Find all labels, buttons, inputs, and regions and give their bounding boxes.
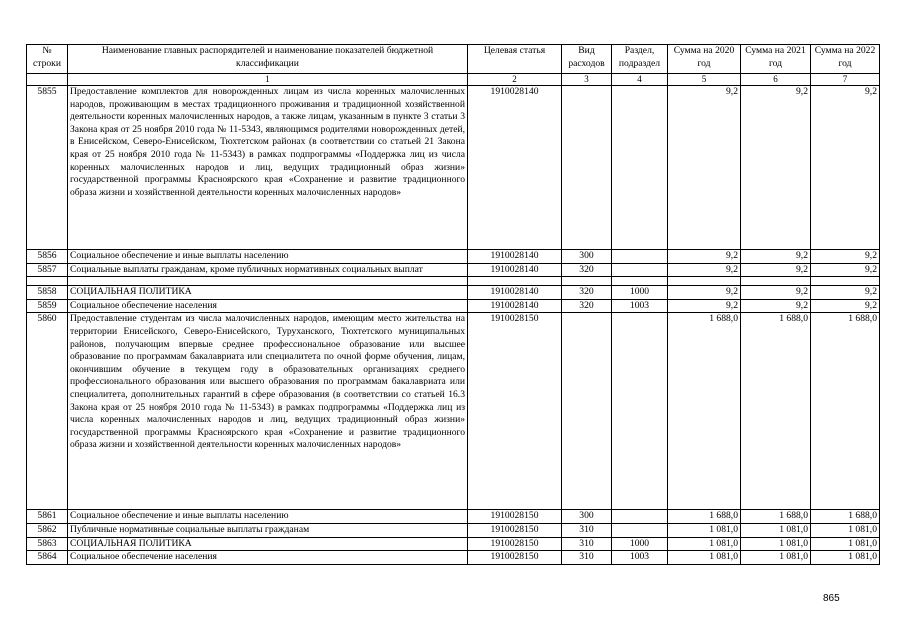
row-sum-2022: 1 081,0 <box>811 523 880 537</box>
header-sum-2022: Сумма на 2022 год <box>811 45 880 74</box>
row-sum-2021: 1 081,0 <box>741 551 811 565</box>
row-sum-2020: 1 688,0 <box>668 510 741 524</box>
header-kind: Вид расходов <box>562 45 612 74</box>
row-target-code: 1910028140 <box>468 286 562 300</box>
table-row <box>27 523 880 537</box>
row-sum-2020: 1 081,0 <box>668 551 741 565</box>
row-sum-2022: 1 688,0 <box>811 510 880 524</box>
row-number: 5857 <box>27 263 68 277</box>
row-name: Социальное обеспечение и иные выплаты населению <box>68 510 468 524</box>
row-name: Предоставление комплектов для новорожденных лицам из числа коренных малочисленных народов, проживающим в местах традиционного проживания и традиционной хозяйственной деятельности коренных малочисленных народов, а также лицам, указанным в пункте 3 статьи 3 Закона края от 25 ноября 2010 года № 11-5343, являющимся родителями новорожденных детей, в Енисейском, Северо-Енисейском, Тюхтетском районах (в соответствии со статьей 21 Закона края от 25 ноября 2010 года № 11-5343) в рамках подпрограммы «Поддержка лиц из числа коренных малочисленных народов и лиц, ведущих традиционный образ жизни» государственной программы Красноярского края «Сохранение и развитие традиционного образа жизни и хозяйственной деятельности коренных малочисленных народов» <box>68 86 468 250</box>
row-kind: 310 <box>562 523 612 537</box>
table-row <box>27 299 880 313</box>
row-kind <box>562 86 612 250</box>
header-target: Целевая статья <box>468 45 562 74</box>
row-target-code: 1910028140 <box>468 86 562 250</box>
row-sum-2021: 1 081,0 <box>741 523 811 537</box>
row-kind: 310 <box>562 537 612 551</box>
row-section <box>612 313 668 510</box>
row-section: 1003 <box>612 299 668 313</box>
row-name: Предоставление студентам из числа малочисленных народов, имеющим место жительства на территории Енисейского, Северо-Енисейского, Туруханского, Тюхтетского муниципальных районов, получающим впервые среднее профессиональное образование или высшее образование по программам бакалавриата или специалитета по очной форме обучения, лицам, окончившим обучение в текущем году в образовательных организациях среднего профессионального образования или высшего образования по программам бакалавриата или специалитета, дополнительных гарантий в сфере образования (в соответствии со статьей 16.3 Закона края от 25 ноября 2010 года № 11-5343) в рамках подпрограммы «Поддержка лиц из числа коренных малочисленных народов и лиц, ведущих традиционный образ жизни» государственной программы Красноярского края «Сохранение и развитие традиционного образа жизни и хозяйственной деятельности коренных малочисленных народов» <box>68 313 468 510</box>
row-sum-2020: 9,2 <box>668 299 741 313</box>
row-sum-2020: 1 081,0 <box>668 523 741 537</box>
row-name: Социальные выплаты гражданам, кроме публичных нормативных социальных выплат <box>68 263 468 277</box>
table-row <box>27 86 880 250</box>
row-kind: 300 <box>562 510 612 524</box>
row-section <box>612 510 668 524</box>
row-number: 5863 <box>27 537 68 551</box>
budget-table <box>26 44 880 565</box>
row-kind: 320 <box>562 286 612 300</box>
row-sum-2022: 9,2 <box>811 263 880 277</box>
row-sum-2021: 9,2 <box>741 250 811 264</box>
header-section: Раздел, подраздел <box>612 45 668 74</box>
table-row <box>27 286 880 300</box>
row-sum-2022: 9,2 <box>811 286 880 300</box>
header-sum-2020: Сумма на 2020 год <box>668 45 741 74</box>
row-sum-2020: 9,2 <box>668 86 741 250</box>
row-number: 5858 <box>27 286 68 300</box>
row-section <box>612 86 668 250</box>
row-target-code: 1910028150 <box>468 551 562 565</box>
table-row <box>27 250 880 264</box>
row-name: Социальное обеспечение населения <box>68 551 468 565</box>
row-sum-2021: 1 688,0 <box>741 313 811 510</box>
page-number: 865 <box>823 593 840 604</box>
table-row <box>27 313 880 510</box>
table-row <box>27 551 880 565</box>
row-sum-2021: 1 081,0 <box>741 537 811 551</box>
row-sum-2021: 9,2 <box>741 299 811 313</box>
row-sum-2021: 9,2 <box>741 263 811 277</box>
row-name: Социальное обеспечение населения <box>68 299 468 313</box>
header-row <box>27 45 880 74</box>
row-kind: 320 <box>562 299 612 313</box>
column-number: 7 <box>811 74 880 86</box>
row-section: 1000 <box>612 286 668 300</box>
column-number-row <box>27 74 880 86</box>
row-kind: 310 <box>562 551 612 565</box>
row-sum-2021: 1 688,0 <box>741 510 811 524</box>
row-number: 5856 <box>27 250 68 264</box>
column-number: 5 <box>668 74 741 86</box>
row-sum-2020: 1 688,0 <box>668 313 741 510</box>
row-section <box>612 250 668 264</box>
row-section <box>612 523 668 537</box>
table-row <box>27 510 880 524</box>
row-kind <box>562 313 612 510</box>
row-section: 1003 <box>612 551 668 565</box>
row-section <box>612 263 668 277</box>
column-number: 6 <box>741 74 811 86</box>
row-target-code: 1910028150 <box>468 510 562 524</box>
row-sum-2020: 1 081,0 <box>668 537 741 551</box>
row-sum-2020: 9,2 <box>668 250 741 264</box>
header-name: Наименование главных распорядителей и наименование показателей бюджетной классификации <box>68 45 468 74</box>
column-number: 4 <box>612 74 668 86</box>
spacer-row <box>27 277 880 286</box>
row-target-code: 1910028150 <box>468 523 562 537</box>
table-row <box>27 537 880 551</box>
row-name: Социальное обеспечение и иные выплаты населению <box>68 250 468 264</box>
row-number: 5855 <box>27 86 68 250</box>
row-number: 5860 <box>27 313 68 510</box>
row-name: Публичные нормативные социальные выплаты гражданам <box>68 523 468 537</box>
row-sum-2022: 1 081,0 <box>811 551 880 565</box>
row-sum-2022: 9,2 <box>811 250 880 264</box>
row-target-code: 1910028140 <box>468 299 562 313</box>
row-target-code: 1910028140 <box>468 250 562 264</box>
column-number: 2 <box>468 74 562 86</box>
row-sum-2022: 9,2 <box>811 299 880 313</box>
row-name: СОЦИАЛЬНАЯ ПОЛИТИКА <box>68 537 468 551</box>
table-row <box>27 263 880 277</box>
row-sum-2022: 1 688,0 <box>811 313 880 510</box>
row-sum-2022: 1 081,0 <box>811 537 880 551</box>
row-target-code: 1910028150 <box>468 313 562 510</box>
row-sum-2022: 9,2 <box>811 86 880 250</box>
row-number: 5862 <box>27 523 68 537</box>
row-section: 1000 <box>612 537 668 551</box>
row-target-code: 1910028140 <box>468 263 562 277</box>
row-kind: 300 <box>562 250 612 264</box>
header-sum-2021: Сумма на 2021 год <box>741 45 811 74</box>
column-number: 1 <box>68 74 468 86</box>
row-target-code: 1910028150 <box>468 537 562 551</box>
row-number: 5859 <box>27 299 68 313</box>
row-number: 5861 <box>27 510 68 524</box>
row-sum-2020: 9,2 <box>668 286 741 300</box>
row-sum-2021: 9,2 <box>741 86 811 250</box>
row-number: 5864 <box>27 551 68 565</box>
column-number <box>27 74 68 86</box>
row-kind: 320 <box>562 263 612 277</box>
row-sum-2020: 9,2 <box>668 263 741 277</box>
column-number: 3 <box>562 74 612 86</box>
row-sum-2021: 9,2 <box>741 286 811 300</box>
header-row-no: № строки <box>27 45 68 74</box>
row-name: СОЦИАЛЬНАЯ ПОЛИТИКА <box>68 286 468 300</box>
